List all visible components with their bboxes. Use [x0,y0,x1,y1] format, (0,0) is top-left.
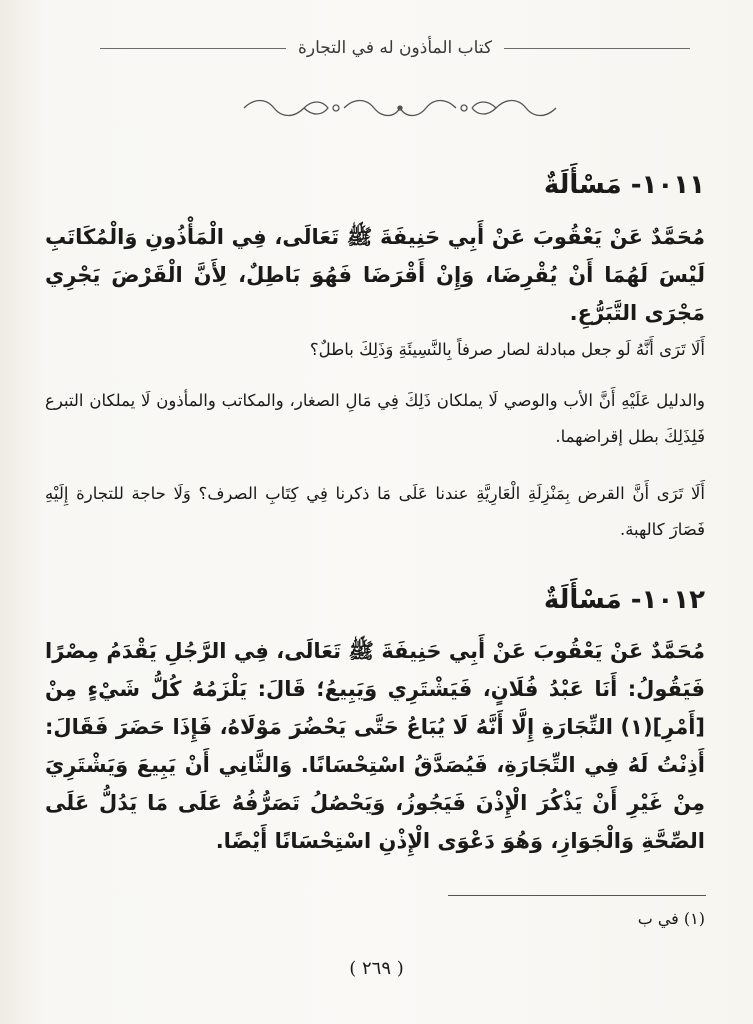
section-1011-main-text: مُحَمَّدٌ عَنْ يَعْقُوبَ عَنْ أَبِي حَنِيفَةَ ﷺ تَعَالَى، فِي الْمَأْذُونِ وَالْمُكَاتَبِ لَيْسَ لَهُمَا أَنْ يُقْرِضَا، وَإِنْ أَقْرَضَا فَهُوَ بَاطِلٌ، لِأَنَّ الْقَرْضَ يَجْرِي مَجْرَى التَّبَرُّعِ. [45,225,705,325]
header-rule-right [504,48,690,49]
header-rule-left [100,48,286,49]
page-number: ( ٢٦٩ ) [349,958,404,979]
section-heading-1012: ١٠١٢- مَسْأَلَةٌ [543,585,705,615]
section-1012-main-text: مُحَمَّدٌ عَنْ يَعْقُوبَ عَنْ أَبِي حَنِيفَةَ ﷺ تَعَالَى، فِي الرَّجُلِ يَقْدَمُ مِصْرًا فَيَقُولُ: أَنَا عَبْدُ فُلَانٍ، فَيَشْتَرِي وَيَبِيعُ؛ قَالَ: يَلْزَمُهُ كُلُّ شَيْءٍ مِنْ [أَمْرِ](١) التِّجَارَةِ إِلَّا أَنَّهُ لَا يُبَاعُ حَتَّى يَحْضُرَ مَوْلَاهُ، فَإِذَا حَضَرَ فَقَالَ: أَذِنْتُ لَهُ فِي التِّجَارَةِ، فَيُصَدَّقُ اسْتِحْسَانًا. وَالثَّانِي أَنْ يَبِيعَ وَيَشْتَرِيَ مِنْ غَيْرِ أَنْ يَذْكُرَ الْإِذْنَ فَيَجُوزُ، وَيَحْصُلُ تَصَرُّفُهُ عَلَى مَا يَدُلُّ عَلَى الصِّحَّةِ وَالْجَوَازِ، وَهُوَ دَعْوَى الْإِذْنِ اسْتِحْسَانًا أَيْضًا. [45,639,705,853]
footnote-rule [448,895,706,896]
section-1011-paragraph-2: والدليل عَلَيْهِ أَنَّ الأب والوصي لَا يملكان ذَلِكَ فِي مَالِ الصغار، والمكاتب والمأذون لَا يملكان التبرع فَلِذَلِكَ بطل إقراضهما. [45,391,705,446]
running-header [100,30,690,66]
footnote: (١) في ب [637,909,705,928]
header-title: كتاب المأذون له في التجارة [297,38,493,58]
section-1011-paragraph-1: أَلَا تَرَى أَنَّهُ لَو جعل مبادلة لصار صرفاً بِالنَّسِيئَةِ وَذَلِكَ باطلٌ؟ [309,340,705,359]
section-heading-1011: ١٠١١- مَسْأَلَةٌ [543,170,705,200]
section-1011-paragraph-3: أَلَا تَرَى أَنَّ القرض بِمَنْزِلَةِ الْعَارِيَّةِ عندنا عَلَى مَا ذكرنا فِي كِتَابِ الصرف؟ وَلَا حاجة للتجارة إِلَيْهِ فَصَارَ كالهبة. [45,484,705,539]
ornament-divider-icon [240,96,560,120]
